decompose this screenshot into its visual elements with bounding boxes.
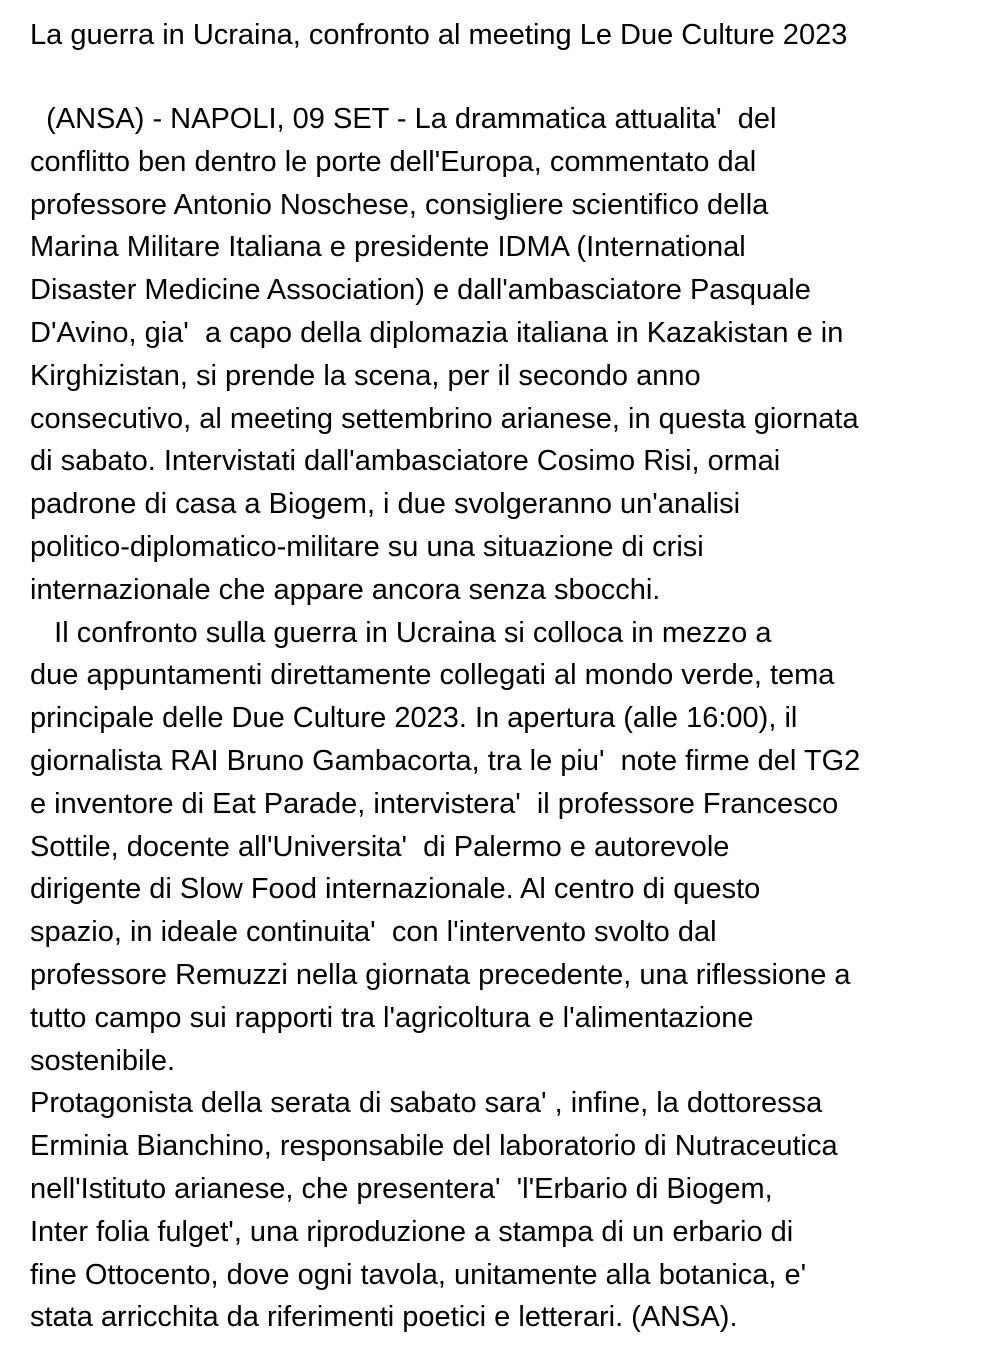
- body-line: fine Ottocento, dove ogni tavola, unitamente alla botanica, e': [30, 1258, 807, 1291]
- body-line: tutto campo sui rapporti tra l'agricoltura e l'alimentazione: [30, 1001, 754, 1034]
- body-line: principale delle Due Culture 2023. In apertura (alle 16:00), il: [30, 702, 798, 735]
- body-line: Il confronto sulla guerra in Ucraina si colloca in mezzo a: [30, 616, 772, 649]
- body-line: e inventore di Eat Parade, intervistera' il professore Francesco: [30, 787, 839, 820]
- body-line: giornalista RAI Bruno Gambacorta, tra le piu' note firme del TG2: [30, 744, 861, 777]
- article-title: La guerra in Ucraina, confronto al meeting Le Due Culture 2023: [30, 19, 848, 51]
- body-line: Sottile, docente all'Universita' di Palermo e autorevole: [30, 830, 730, 863]
- body-line: consecutivo, al meeting settembrino arianese, in questa giornata: [30, 402, 859, 435]
- article-body: [30, 98, 970, 1339]
- body-line: dirigente di Slow Food internazionale. Al centro di questo: [30, 873, 761, 906]
- body-line: sostenibile.: [30, 1044, 176, 1077]
- body-line: due appuntamenti direttamente collegati al mondo verde, tema: [30, 659, 835, 692]
- body-line: Marina Militare Italiana e presidente IDMA (International: [30, 231, 746, 264]
- body-line: Kirghizistan, si prende la scena, per il secondo anno: [30, 359, 701, 392]
- body-line: conflitto ben dentro le porte dell'Europa, commentato dal: [30, 145, 757, 178]
- body-line: (ANSA) - NAPOLI, 09 SET - La drammatica attualita' del: [30, 103, 777, 135]
- body-line: D'Avino, gia' a capo della diplomazia italiana in Kazakistan e in: [30, 316, 844, 349]
- body-line: nell'Istituto arianese, che presentera' 'l'Erbario di Biogem,: [30, 1172, 773, 1205]
- body-line: Protagonista della serata di sabato sara' , infine, la dottoressa: [30, 1087, 823, 1120]
- body-line: professore Antonio Noschese, consigliere scientifico della: [30, 188, 769, 221]
- title-spacer: [30, 56, 970, 98]
- body-line: padrone di casa a Biogem, i due svolgeranno un'analisi: [30, 488, 741, 521]
- body-line: Disaster Medicine Association) e dall'ambasciatore Pasquale: [30, 274, 811, 307]
- body-line: politico-diplomatico-militare su una situazione di crisi: [30, 530, 704, 563]
- body-line: Erminia Bianchino, responsabile del laboratorio di Nutraceutica: [30, 1130, 838, 1163]
- body-line: di sabato. Intervistati dall'ambasciatore Cosimo Risi, ormai: [30, 445, 781, 478]
- body-line: spazio, in ideale continuita' con l'intervento svolto dal: [30, 916, 717, 949]
- body-line: stata arricchita da riferimenti poetici e letterari. (ANSA).: [30, 1301, 738, 1334]
- body-line: internazionale che appare ancora senza sbocchi.: [30, 573, 661, 606]
- body-line: Inter folia fulget', una riproduzione a stampa di un erbario di: [30, 1215, 794, 1248]
- body-line: professore Remuzzi nella giornata precedente, una riflessione a: [30, 958, 851, 991]
- article: [30, 14, 970, 1339]
